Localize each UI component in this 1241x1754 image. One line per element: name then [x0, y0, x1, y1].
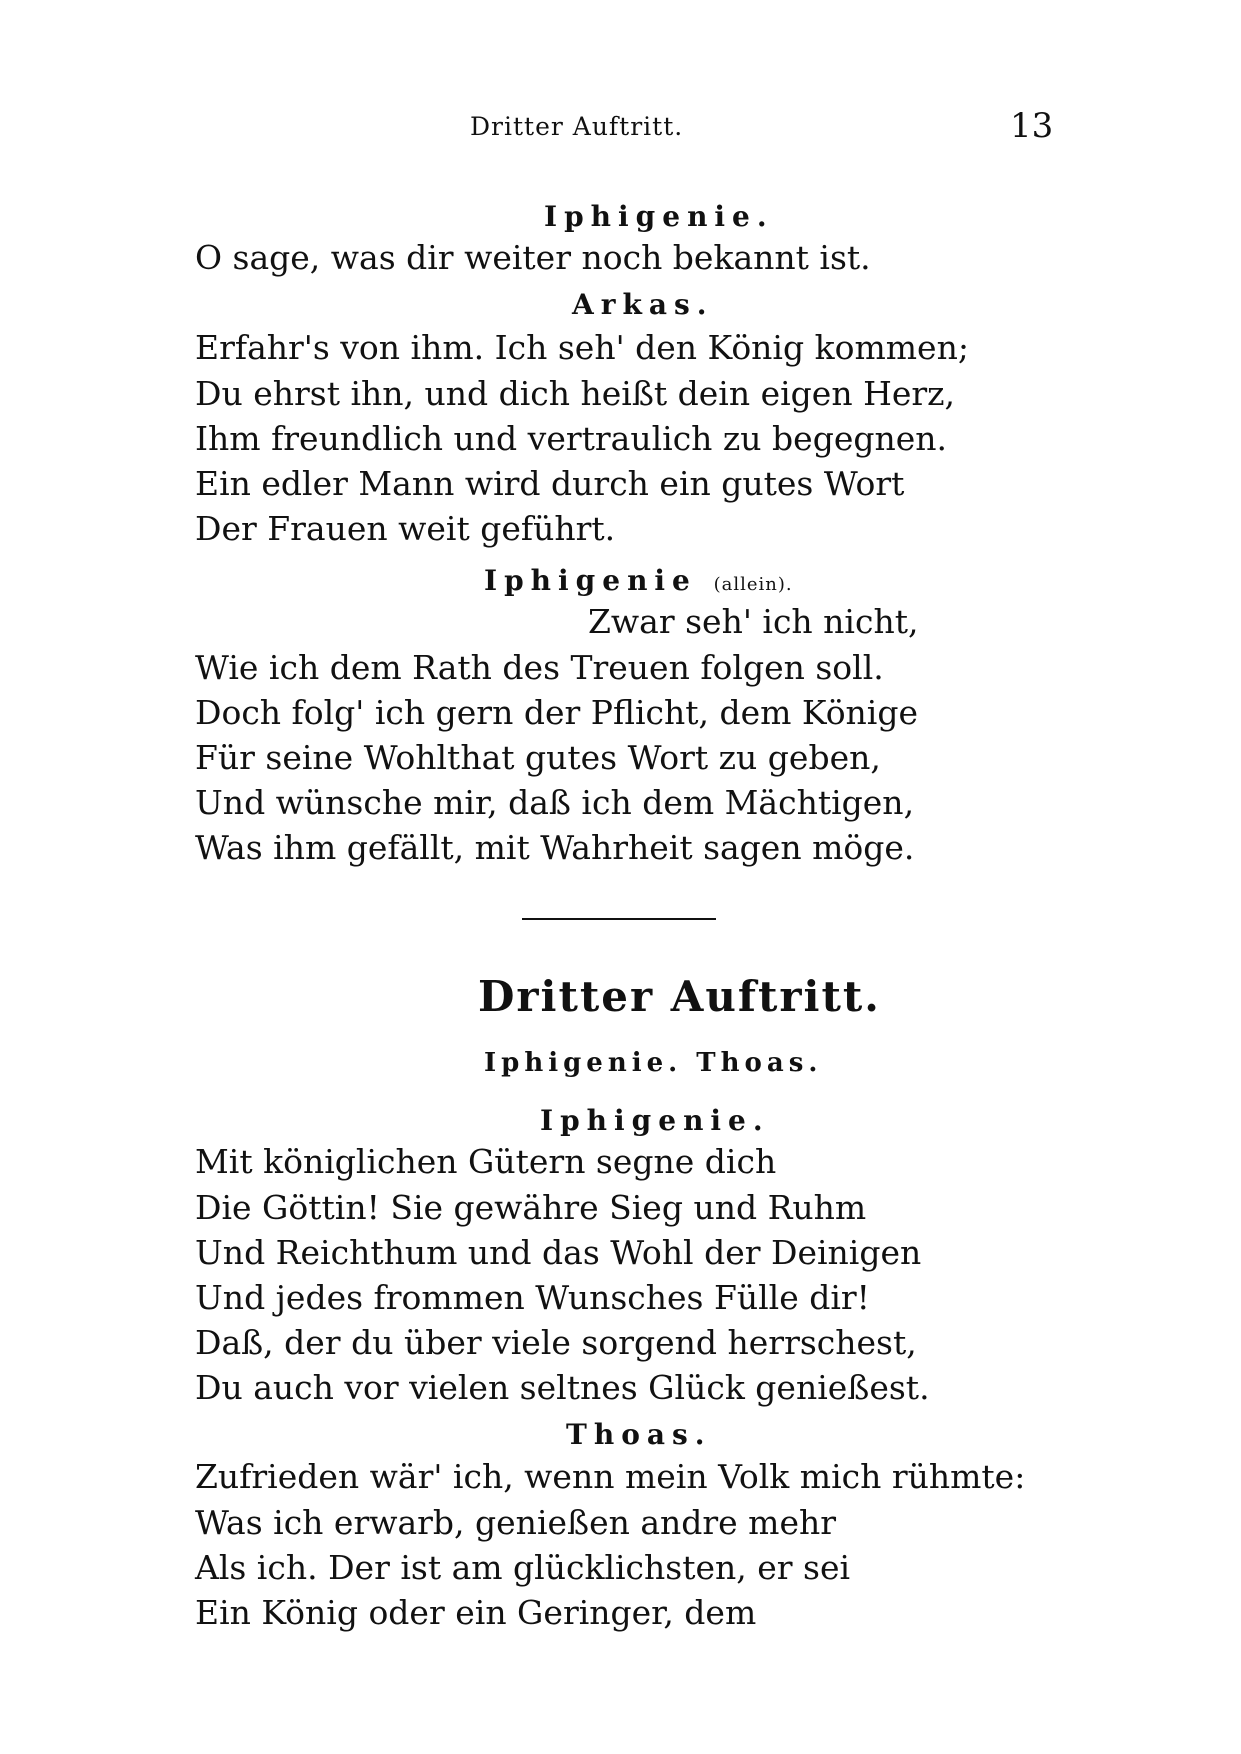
verse-line: Ihm freundlich und vertraulich zu begegnen.: [195, 419, 948, 458]
verse-line: Und Reichthum und das Wohl der Deinigen: [195, 1233, 922, 1272]
verse-line: Der Frauen weit geführt.: [195, 509, 616, 548]
verse-line: O sage, was dir weiter noch bekannt ist.: [195, 238, 871, 277]
verse-line: Zwar seh' ich nicht,: [588, 602, 919, 641]
section-divider: [522, 918, 716, 920]
running-title: Dritter Auftritt.: [470, 112, 684, 141]
verse-line: Und wünsche mir, daß ich dem Mächtigen,: [195, 783, 915, 822]
speaker-label: [484, 564, 793, 597]
verse-line: Als ich. Der ist am glücklichsten, er sei: [195, 1548, 851, 1587]
speaker-label: Iphigenie.: [544, 200, 774, 233]
scene-title: Dritter Auftritt.: [478, 972, 881, 1021]
page-number: 13: [1010, 106, 1054, 146]
verse-line: Daß, der du über viele sorgend herrschest,: [195, 1323, 917, 1362]
stage-direction: (allein).: [713, 574, 793, 595]
speaker-label: Iphigenie.: [540, 1104, 770, 1137]
verse-line: Und jedes frommen Wunsches Fülle dir!: [195, 1278, 870, 1317]
verse-line: Was ihm gefällt, mit Wahrheit sagen möge.: [195, 828, 915, 867]
cast-list: Iphigenie. Thoas.: [484, 1048, 823, 1078]
verse-line: Ein edler Mann wird durch ein gutes Wort: [195, 464, 905, 503]
verse-line: Du ehrst ihn, und dich heißt dein eigen Herz,: [195, 374, 956, 413]
verse-line: Du auch vor vielen seltnes Glück genießest.: [195, 1368, 930, 1407]
verse-line: Wie ich dem Rath des Treuen folgen soll.: [195, 648, 884, 687]
speaker-label: Thoas.: [566, 1418, 712, 1451]
verse-line: Ein König oder ein Geringer, dem: [195, 1593, 757, 1632]
verse-line: Zufrieden wär' ich, wenn mein Volk mich rühmte:: [195, 1457, 1026, 1496]
speaker-name: Iphigenie: [484, 564, 697, 597]
verse-line: Mit königlichen Gütern segne dich: [195, 1142, 777, 1181]
speaker-label: Arkas.: [572, 288, 714, 321]
verse-line: Für seine Wohlthat gutes Wort zu geben,: [195, 738, 881, 777]
verse-line: Erfahr's von ihm. Ich seh' den König kommen;: [195, 328, 969, 367]
verse-line: Doch folg' ich gern der Pflicht, dem Könige: [195, 693, 919, 732]
verse-line: Was ich erwarb, genießen andre mehr: [195, 1503, 837, 1542]
verse-line: Die Göttin! Sie gewähre Sieg und Ruhm: [195, 1188, 867, 1227]
